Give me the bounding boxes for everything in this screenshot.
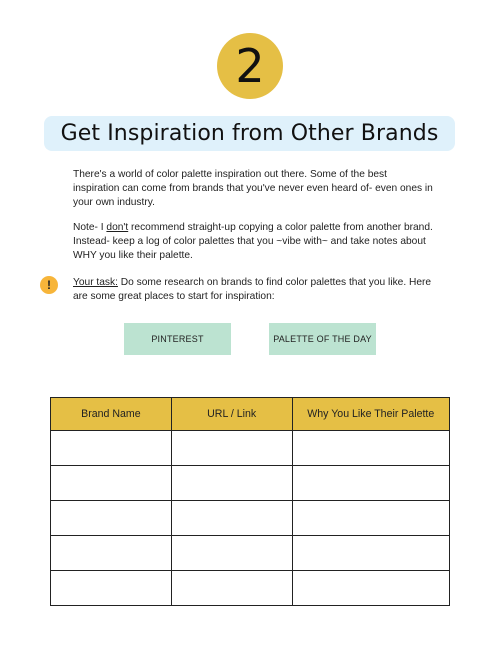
why-cell[interactable] xyxy=(292,501,449,536)
exclamation-icon: ! xyxy=(40,276,58,294)
title-banner xyxy=(44,116,455,151)
brand-name-cell[interactable] xyxy=(51,466,172,501)
table-row xyxy=(51,501,450,536)
brand-name-cell[interactable] xyxy=(51,501,172,536)
table-row xyxy=(51,431,450,466)
brand-palette-table xyxy=(50,397,450,606)
table-row xyxy=(51,571,450,606)
task-text: Do some research on brands to find color palettes that you like. Here are some great places to start for inspiration: xyxy=(73,277,432,302)
note-paragraph xyxy=(73,221,433,263)
note-suffix: recommend straight-up copying a color palette from another brand. Instead- keep a log of color palettes that you ~vibe with~ and take notes about WHY you like their palette. xyxy=(73,222,433,261)
table-row xyxy=(51,466,450,501)
url-cell[interactable] xyxy=(171,536,292,571)
header-why-you-like: Why You Like Their Palette xyxy=(292,398,449,431)
header-brand-name: Brand Name xyxy=(51,398,172,431)
task-label: Your task: xyxy=(73,277,118,288)
url-cell[interactable] xyxy=(171,431,292,466)
table-row xyxy=(51,536,450,571)
step-number: 2 xyxy=(235,39,265,93)
url-cell[interactable] xyxy=(171,466,292,501)
header-url-link: URL / Link xyxy=(171,398,292,431)
brand-name-cell[interactable] xyxy=(51,571,172,606)
table-header-row xyxy=(51,398,450,431)
why-cell[interactable] xyxy=(292,466,449,501)
why-cell[interactable] xyxy=(292,431,449,466)
url-cell[interactable] xyxy=(171,501,292,536)
brand-name-cell[interactable] xyxy=(51,536,172,571)
step-number-badge xyxy=(217,33,283,99)
brand-name-cell[interactable] xyxy=(51,431,172,466)
why-cell[interactable] xyxy=(292,571,449,606)
page-title: Get Inspiration from Other Brands xyxy=(60,121,439,146)
note-prefix: Note- I xyxy=(73,222,107,233)
why-cell[interactable] xyxy=(292,536,449,571)
pinterest-button[interactable]: PINTEREST xyxy=(124,323,231,355)
url-cell[interactable] xyxy=(171,571,292,606)
palette-of-the-day-button[interactable]: PALETTE OF THE DAY xyxy=(269,323,376,355)
task-paragraph xyxy=(73,276,433,304)
intro-paragraph: There's a world of color palette inspiration out there. Some of the best inspiration can come from brands that you've never even heard of- even ones in your own industry. xyxy=(73,169,433,208)
note-emphasis: don't xyxy=(106,222,129,233)
